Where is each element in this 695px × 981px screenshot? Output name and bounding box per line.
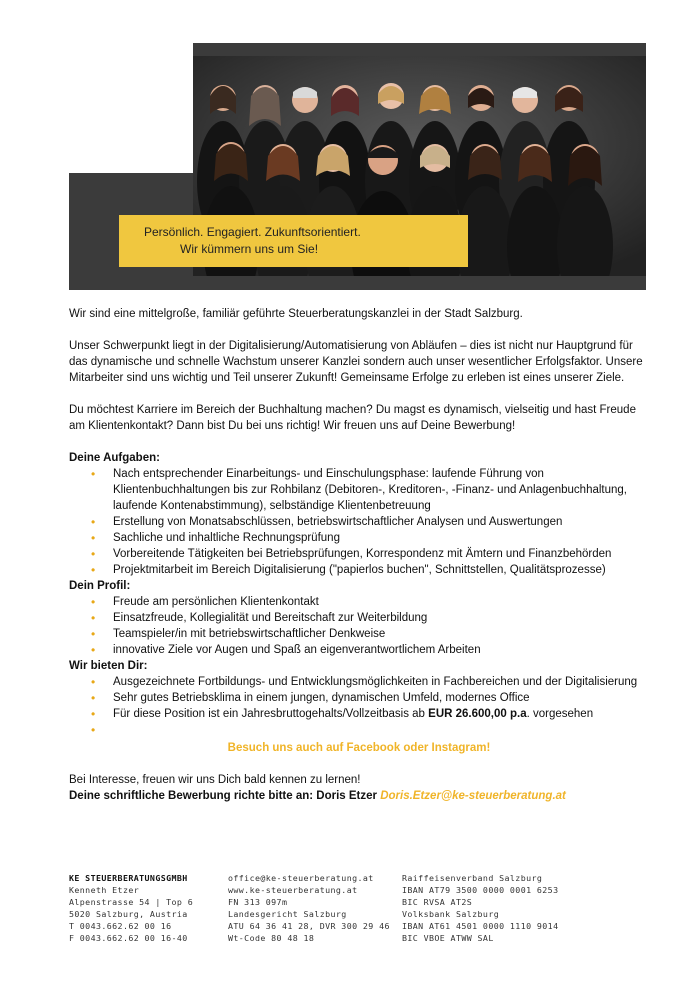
task-item: • Sachliche und inhaltliche Rechnungsprüfung — [69, 530, 649, 546]
slogan-line-2: Wir kümmern uns um Sie! — [180, 242, 319, 256]
hero-logo-cutout — [69, 43, 193, 173]
profile-item: • Einsatzfreude, Kollegialität und Bereitschaft zur Weiterbildung — [69, 610, 649, 626]
footer-fax: F 0043.662.62 00 16-40 — [69, 933, 188, 943]
social-media-note: Besuch uns auch auf Facebook oder Instagram! — [227, 742, 491, 754]
footer-line: Landesgericht Salzburg — [228, 909, 347, 919]
footer-line: Volksbank Salzburg — [402, 909, 500, 919]
intro-paragraph-3: Du möchtest Karriere im Bereich der Buchhaltung machen? Du magst es dynamisch, vielseitig und hast Freude am Klientenkontakt? Dann bist Du bei uns richtig! Wir freuen uns auf Deine Bewerbung! — [69, 404, 636, 432]
footer-line: 5020 Salzburg, Austria — [69, 909, 188, 919]
closing-line-2 — [69, 788, 649, 804]
footer-line: Alpenstrasse 54 | Top 6 — [69, 897, 194, 907]
footer-line: ATU 64 36 41 28, DVR 300 29 46 — [228, 921, 390, 931]
profile-heading: Dein Profil: — [69, 580, 131, 592]
offer-item-empty — [69, 722, 649, 738]
salary-prefix: Für diese Position ist ein Jahresbruttogehalts/Vollzeitbasis ab — [113, 708, 429, 720]
closing-line-1: Bei Interesse, freuen wir uns Dich bald kennen zu lernen! — [69, 774, 361, 786]
profile-item: • innovative Ziele vor Augen und Spaß an eigenverantwortlichem Arbeiten — [69, 642, 649, 658]
offer-heading: Wir bieten Dir: — [69, 660, 148, 672]
intro-paragraph-2: Unser Schwerpunkt liegt in der Digitalisierung/Automatisierung von Abläufen – dies ist nicht nur Hauptgrund für das dynamische und schnelle Wachstum unserer Kanzlei sondern auch unser wesentlicher Erfolgsfaktor. Unsere Mitarbeiter sind uns wichtig und Teil unserer Zukunft! Gemeinsame Erfolge zu erleben ist eines unserer Ziele. — [69, 340, 643, 384]
footer-line: IBAN AT61 4501 0000 1110 9014 — [402, 921, 559, 931]
task-item: • Nach entsprechender Einarbeitungs- und Einschulungsphase: laufende Führung von Klientenbuchhaltungen bis zur Rohbilanz (Debitoren-, Kreditoren-, -Finanz- und Anlagenbuchhaltung, laufende Kontenabstimmung), selbständige Klientenbetreuung — [69, 466, 649, 514]
salary-amount: EUR 26.600,00 p.a — [428, 708, 527, 720]
offer-item: • Sehr gutes Betriebsklima in einem jungen, dynamischen Umfeld, modernes Office — [69, 690, 649, 706]
footer-line: Kenneth Etzer — [69, 885, 140, 895]
profile-item: • Freude am persönlichen Klientenkontakt — [69, 594, 649, 610]
footer-line: FN 313 097m — [228, 897, 288, 907]
footer-website-link[interactable]: www.ke-steuerberatung.at — [228, 885, 358, 895]
slogan-banner — [119, 215, 468, 267]
offer-item: • Ausgezeichnete Fortbildungs- und Entwicklungsmöglichkeiten in Fachbereichen und der Digitalisierung — [69, 674, 649, 690]
tasks-heading: Deine Aufgaben: — [69, 452, 160, 464]
footer-line: Wt-Code 80 48 18 — [228, 933, 315, 943]
footer-phone: T 0043.662.62 00 16 — [69, 921, 172, 931]
footer-bank-info — [402, 872, 558, 944]
salary-suffix: . vorgesehen — [526, 708, 594, 720]
slogan-line-1: Persönlich. Engagiert. Zukunftsorientiert. — [144, 225, 361, 239]
task-item: • Erstellung von Monatsabschlüssen, betriebswirtschaftlicher Analysen und Auswertungen — [69, 514, 649, 530]
hero-block — [69, 43, 646, 290]
task-item: • Vorbereitende Tätigkeiten bei Betriebsprüfungen, Korrespondenz mit Ämtern und Finanzbehörden — [69, 546, 649, 562]
intro-paragraph-1: Wir sind eine mittelgroße, familiär geführte Steuerberatungskanzlei in der Stadt Salzburg. — [69, 308, 523, 320]
profile-item: • Teamspieler/in mit betriebswirtschaftlicher Denkweise — [69, 626, 649, 642]
application-contact: Deine schriftliche Bewerbung richte bitte an: Doris Etzer — [69, 790, 381, 802]
offer-item-salary — [69, 706, 649, 722]
footer-line: BIC RVSA AT2S — [402, 897, 473, 907]
tasks-list — [69, 466, 649, 578]
offer-list — [69, 674, 649, 738]
job-posting-body — [69, 306, 649, 804]
footer-line: BIC VBOE ATWW SAL — [402, 933, 494, 943]
profile-list — [69, 594, 649, 658]
footer-company-info — [69, 872, 193, 944]
footer-line: Raiffeisenverband Salzburg — [402, 873, 543, 883]
footer-registry-info — [228, 872, 390, 944]
contact-email-link[interactable]: Doris.Etzer@ke-steuerberatung.at — [380, 790, 566, 802]
footer-line: IBAN AT79 3500 0000 0001 6253 — [402, 885, 559, 895]
footer-company-name: KE STEUERBERATUNGSGMBH — [69, 873, 188, 883]
footer-email-link[interactable]: office@ke-steuerberatung.at — [228, 873, 374, 883]
task-item: • Projektmitarbeit im Bereich Digitalisierung ("papierlos buchen", Schnittstellen, Qualitätsprozesse) — [69, 562, 649, 578]
